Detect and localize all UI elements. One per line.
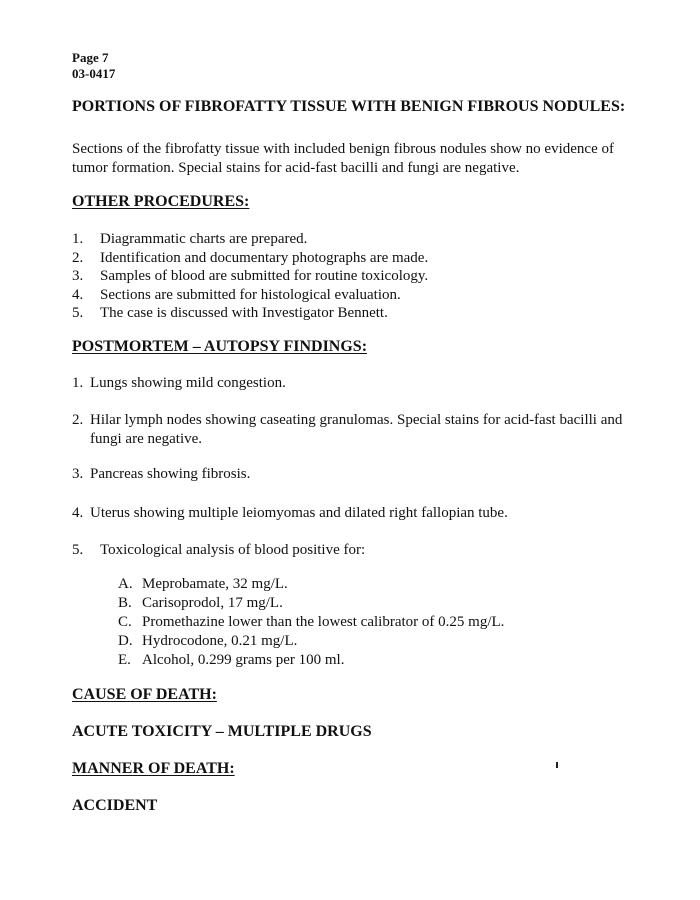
list-item	[72, 249, 642, 268]
fibrofatty-heading: PORTIONS OF FIBROFATTY TISSUE WITH BENIGN FIBROUS NODULES:	[72, 98, 626, 115]
list-item-text: Meprobamate, 32 mg/L.	[142, 576, 288, 592]
list-item	[118, 594, 618, 613]
finding-text: Toxicological analysis of blood positive for:	[100, 542, 366, 558]
list-item	[72, 304, 642, 323]
list-item	[118, 632, 618, 651]
page-number: Page 7	[72, 50, 109, 65]
autopsy-findings-heading: POSTMORTEM – AUTOPSY FINDINGS:	[72, 338, 368, 355]
finding-item	[72, 541, 647, 560]
toxicology-list	[118, 575, 618, 670]
finding-number: 5.	[72, 542, 84, 558]
list-item-number: 5.	[72, 305, 84, 321]
list-item-text: Sections are submitted for histological evaluation.	[100, 286, 401, 303]
list-item	[118, 613, 618, 632]
list-item	[72, 286, 642, 305]
finding-number: 4.	[72, 505, 84, 521]
finding-number: 2.	[72, 412, 84, 428]
cause-of-death-heading: CAUSE OF DEATH:	[72, 686, 217, 703]
list-item-text: Carisoprodol, 17 mg/L.	[142, 595, 283, 611]
finding-item	[72, 465, 647, 484]
finding-text: Pancreas showing fibrosis.	[90, 466, 251, 482]
finding-item	[72, 411, 647, 449]
list-item-number: 3.	[72, 268, 84, 284]
list-item-letter: D.	[118, 633, 133, 649]
finding-text: Uterus showing multiple leiomyomas and dilated right fallopian tube.	[90, 505, 508, 521]
list-item-letter: E.	[118, 652, 131, 668]
finding-item	[72, 374, 647, 393]
finding-text: Lungs showing mild congestion.	[90, 375, 286, 391]
scan-speck	[556, 762, 558, 768]
list-item-text: Identification and documentary photographs are made.	[100, 249, 429, 266]
list-item-text: Hydrocodone, 0.21 mg/L.	[142, 633, 298, 649]
list-item-number: 2.	[72, 249, 84, 266]
cause-of-death-value: ACUTE TOXICITY – MULTIPLE DRUGS	[72, 723, 372, 740]
finding-number: 3.	[72, 466, 84, 482]
list-item	[72, 267, 642, 286]
page-header	[72, 50, 115, 82]
list-item-letter: C.	[118, 614, 132, 630]
list-item-number: 4.	[72, 286, 84, 303]
other-procedures-heading: OTHER PROCEDURES:	[72, 193, 250, 210]
finding-item	[72, 504, 647, 523]
list-item-text: Promethazine lower than the lowest calibrator of 0.25 mg/L.	[142, 614, 505, 630]
case-number: 03-0417	[72, 66, 116, 81]
list-item-text: Diagrammatic charts are prepared.	[100, 231, 308, 247]
manner-of-death-heading: MANNER OF DEATH:	[72, 760, 235, 777]
list-item	[118, 651, 618, 670]
list-item-number: 1.	[72, 231, 84, 247]
finding-number: 1.	[72, 375, 84, 391]
procedures-list	[72, 230, 642, 323]
list-item-text: Samples of blood are submitted for routine toxicology.	[100, 268, 429, 284]
list-item-letter: A.	[118, 576, 133, 592]
list-item	[72, 230, 642, 249]
list-item-letter: B.	[118, 595, 132, 611]
finding-text: Hilar lymph nodes showing caseating granulomas. Special stains for acid-fast bacilli and fungi are negative.	[90, 412, 623, 447]
list-item-text: The case is discussed with Investigator Bennett.	[100, 305, 388, 321]
list-item-text: Alcohol, 0.299 grams per 100 ml.	[142, 652, 345, 668]
list-item	[118, 575, 618, 594]
fibrofatty-paragraph: Sections of the fibrofatty tissue with included benign fibrous nodules show no evidence of tumor formation. Special stains for acid-fast bacilli and fungi are negative.	[72, 141, 614, 176]
manner-of-death-value: ACCIDENT	[72, 797, 158, 814]
